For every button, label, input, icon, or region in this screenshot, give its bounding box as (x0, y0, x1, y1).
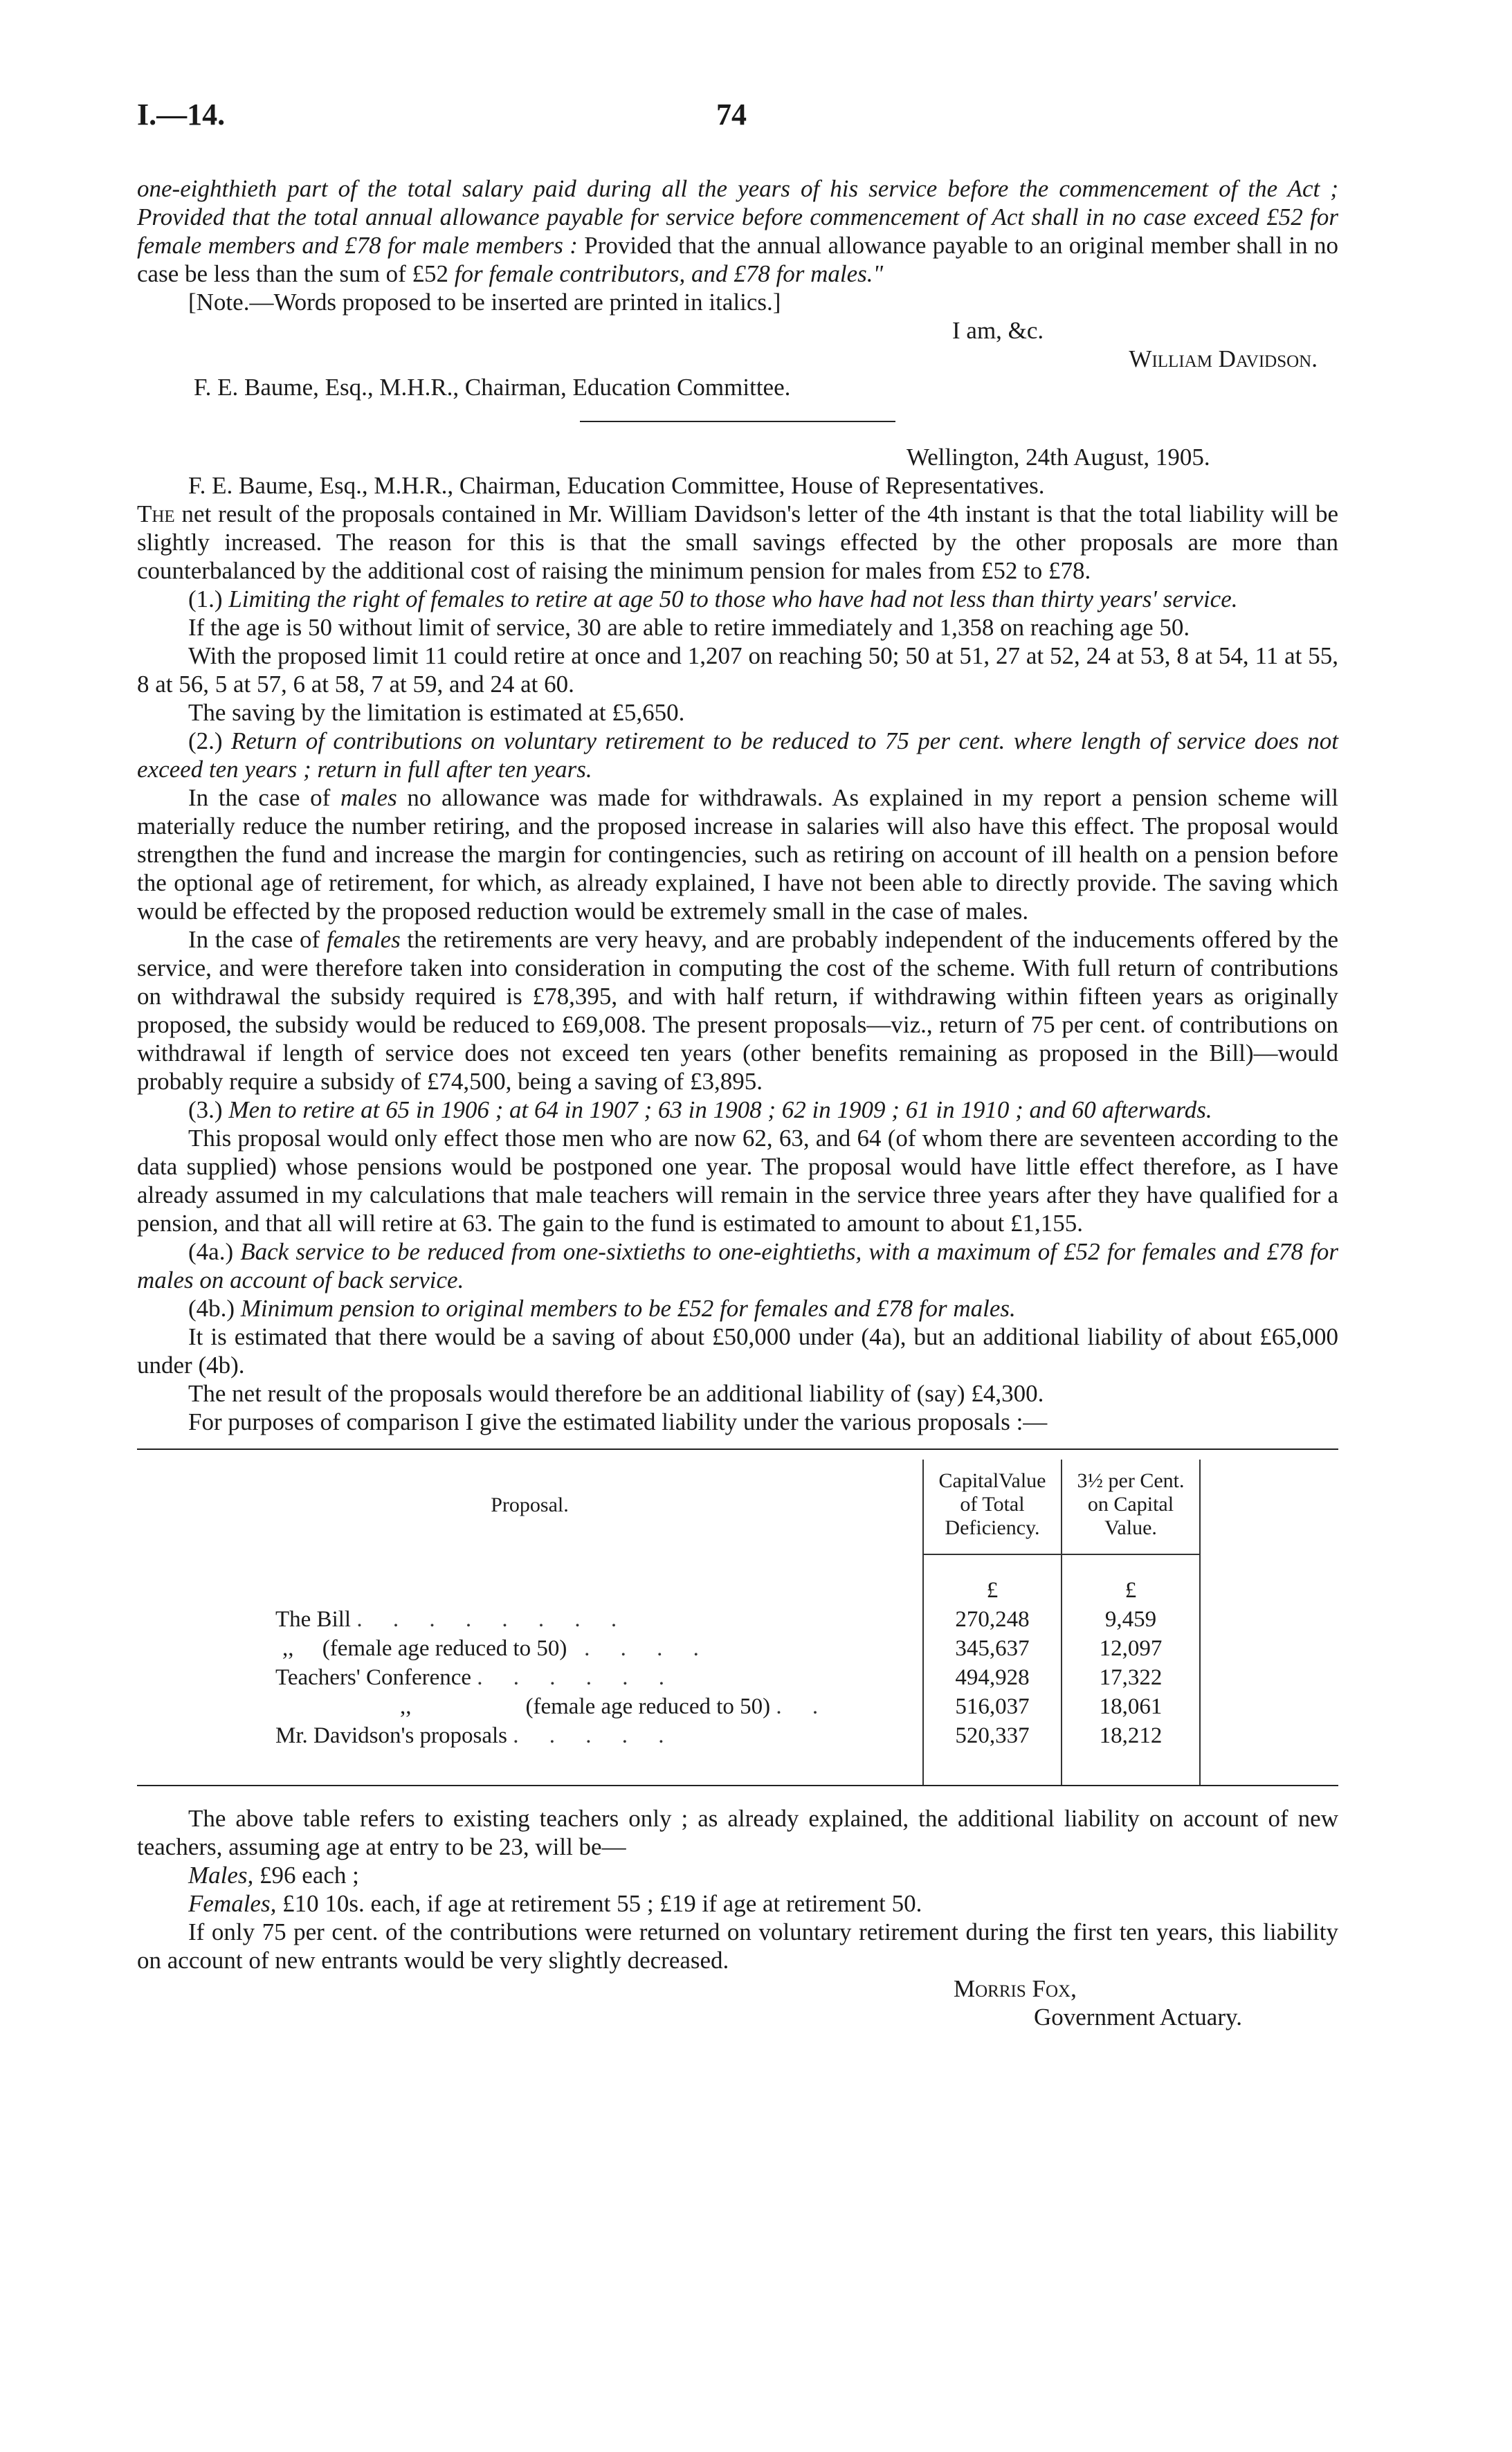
table-row: Mr. Davidson's proposals . . . . . 520,337 18,212 (137, 1721, 1338, 1785)
closing-signatory: Morris Fox, (954, 1975, 1077, 2002)
letter1-continuation: one-eighthieth part of the total salary paid during all the years of his service before the commencement of the Act ; Provided that the total annual allowance payable for service before commencement of Act shall in no case exceed £52 for female members and £78 for male members : Provided that the annual allowance payable to an original member shall in no case be less than the sum of £52 for female contributors, and £78 for males." (137, 175, 1338, 287)
letter1-addressee: F. E. Baume, Esq., M.H.R., Chairman, Education Committee. (194, 374, 791, 401)
unit-capital: £ (923, 1576, 1062, 1605)
proposal-2-text-a: In the case of males no allowance was made for withdrawals. As explained in my report a pension scheme will materially reduce the number retiring, and the proposed increase in salaries will also have this effect. The proposal would strengthen the fund and increase the margin for contingencies, such as retiring on account of ill health on a pension before the optional age of retirement, for which, as already explained, I have not been able to directly provide. The saving which would be effected by the proposed reduction would be extremely small in the case of males. (137, 784, 1338, 925)
closing-text-2: If only 75 per cent. of the contributions were returned on voluntary retirement during the first ten years, this liability on account of new entrants would be very slightly decreased. (137, 1918, 1338, 1974)
closing-males: Males, £96 each ; (188, 1862, 359, 1889)
proposal-1-heading: (1.) Limiting the right of females to retire at age 50 to those who have had not less than thirty years' service. (188, 585, 1238, 612)
letter1-closing: I am, &c. (952, 317, 1044, 344)
header-capital-value: CapitalValue of Total Deficiency. (923, 1460, 1062, 1554)
proposal-1-text-b: With the proposed limit 11 could retire at once and 1,207 on reaching 50; 50 at 51, 27 at 52, 24 at 53, 8 at 54, 11 at 55, 8 at 56, 5 at 57, 6 at 58, 7 at 59, and 24 at 60. (137, 642, 1338, 698)
page-number: 74 (716, 98, 747, 131)
table-row: ,, (female age reduced to 50) . . 516,037 18,061 (137, 1692, 1338, 1721)
document-body (137, 174, 1338, 2031)
proposal-2-text-b: In the case of females the retirements are very heavy, and are probably independent of the inducements offered by the service, and were therefore taken into consideration in computing the cost of the scheme. With full return of contributions on withdrawal the subsidy required is £78,395, and with half return, if withdrawing within fifteen years as originally proposed, the subsidy would be reduced to £69,008. The present proposals—viz., return of 75 per cent. of contributions on withdrawal if length of service does not exceed ten years (other benefits remaining as proposed in the Bill)—would probably require a subsidy of £74,500, being a saving of £3,895. (137, 926, 1338, 1095)
header-proposal: Proposal. (491, 1493, 569, 1516)
italics-note: [Note.—Words proposed to be inserted are printed in italics.] (188, 289, 781, 316)
proposal-3-heading: (3.) Men to retire at 65 in 1906 ; at 64 in 1907 ; 63 in 1908 ; 62 in 1909 ; 61 in 1910 ; and 60 afterwards. (188, 1096, 1212, 1123)
proposal-4a-heading: (4a.) Back service to be reduced from one-sixtieths to one-eightieths, with a maximum of £52 for females and £78 for males on account of back service. (137, 1238, 1338, 1293)
proposal-4-text-c: For purposes of comparison I give the estimated liability under the various proposals :— (188, 1408, 1048, 1435)
proposal-1-text-a: If the age is 50 without limit of service, 30 are able to retire immediately and 1,358 on reaching age 50. (188, 614, 1190, 641)
proposal-3-text: This proposal would only effect those men who are now 62, 63, and 64 (of whom there are seventeen according to the data supplied) whose pensions would be postponed one year. The proposal would have little effect therefore, as I have already assumed in my calculations that male teachers will remain in the service three years after they have qualified for a pension, and that all will retire at 63. The gain to the fund is estimated to amount to about £1,155. (137, 1125, 1338, 1237)
proposal-1-text-c: The saving by the limitation is estimated at £5,650. (188, 699, 685, 726)
table-header-row (137, 1460, 1338, 1554)
table-row: The Bill . . . . . . . . 270,248 9,459 (137, 1605, 1338, 1634)
closing-text-1: The above table refers to existing teachers only ; as already explained, the additional liability on account of new teachers, assuming age at entry to be 23, will be— (137, 1805, 1338, 1860)
closing-females: Females, £10 10s. each, if age at retirement 55 ; £19 if age at retirement 50. (188, 1890, 922, 1917)
closing-signatory-title: Government Actuary. (1034, 2004, 1242, 2031)
unit-interest: £ (1062, 1576, 1200, 1605)
header-interest: 3½ per Cent. on Capital Value. (1062, 1460, 1200, 1554)
letter2-intro: The net result of the proposals contained in Mr. William Davidson's letter of the 4th instant is that the total liability will be slightly increased. The reason for this is that the small savings effected by the other proposals are more than counterbalanced by the additional cost of raising the minimum pension for males from £52 to £78. (137, 500, 1338, 584)
table-row: Teachers' Conference . . . . . . 494,928 17,322 (137, 1663, 1338, 1692)
proposal-4-text-a: It is estimated that there would be a saving of about £50,000 under (4a), but an additional liability of about £65,000 under (4b). (137, 1323, 1338, 1379)
proposal-4b-heading: (4b.) Minimum pension to original members to be £52 for females and £78 for males. (188, 1295, 1016, 1322)
proposal-2-heading: (2.) Return of contributions on voluntary retirement to be reduced to 75 per cent. where length of service does not exceed ten years ; return in full after ten years. (137, 727, 1339, 783)
section-reference: I.—14. (137, 98, 226, 131)
proposal-4-text-b: The net result of the proposals would therefore be an additional liability of (say) £4,300. (188, 1380, 1044, 1407)
table-row: ,, (female age reduced to 50) . . . . 345,637 12,097 (137, 1634, 1338, 1663)
letter2-dateline: Wellington, 24th August, 1905. (907, 444, 1210, 471)
letter2-addressee: F. E. Baume, Esq., M.H.R., Chairman, Education Committee, House of Representatives. (188, 472, 1045, 499)
letter1-signatory: William Davidson. (1129, 345, 1318, 372)
table-unit-row (137, 1576, 1338, 1605)
section-divider (580, 421, 895, 422)
liability-table (137, 1449, 1338, 1786)
